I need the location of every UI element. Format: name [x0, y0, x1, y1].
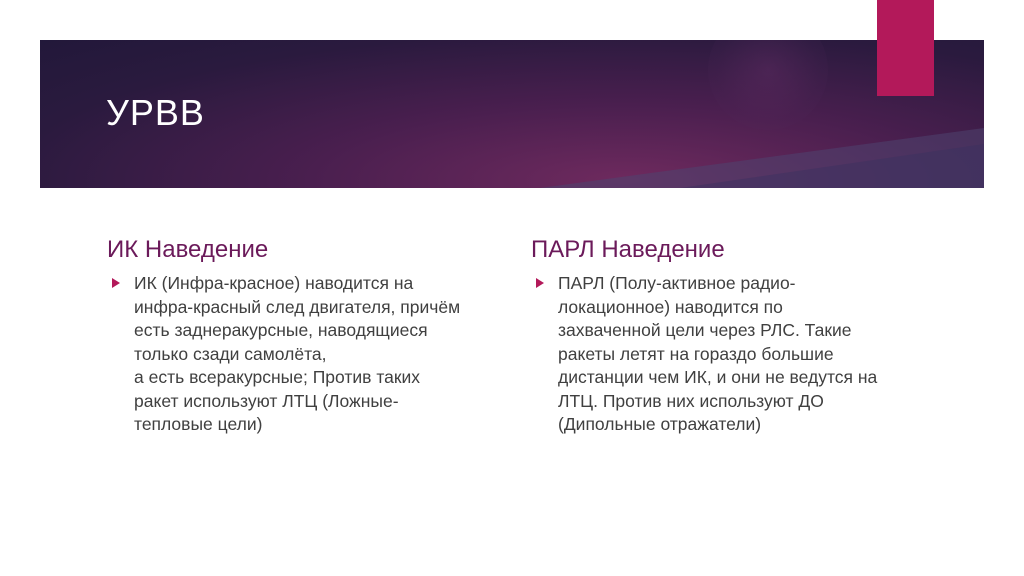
- body-line: ракеты летят на гораздо большие: [558, 343, 834, 364]
- left-column-heading: ИК Наведение: [107, 236, 269, 263]
- body-line: ракет используют ЛТЦ (Ложные-: [134, 390, 399, 411]
- body-line: тепловые цели): [134, 414, 263, 434]
- body-line: локационное) наводится по: [558, 296, 783, 317]
- right-column-body: [558, 272, 930, 437]
- right-column-heading: ПАРЛ Наведение: [531, 236, 725, 263]
- body-line: а есть всеракурсные; Против таких: [134, 367, 421, 387]
- body-line: инфра-красный след двигателя, причём: [134, 296, 461, 317]
- body-line: только сзади самолёта,: [134, 343, 327, 364]
- body-line: ЛТЦ. Против них используют ДО: [558, 390, 824, 411]
- body-line: (Дипольные отражатели): [558, 414, 762, 434]
- left-column-body: [134, 272, 506, 437]
- triangle-bullet-icon: [112, 278, 120, 288]
- body-line: ИК (Инфра-красное) наводится на: [134, 273, 414, 293]
- slide-title: УРВВ: [106, 92, 205, 133]
- body-line: есть заднеракурсные, наводящиеся: [134, 320, 428, 340]
- triangle-bullet-icon: [536, 278, 544, 288]
- accent-bar: [877, 0, 934, 96]
- body-line: дистанции чем ИК, и они не ведутся на: [558, 367, 878, 387]
- body-line: захваченной цели через РЛС. Такие: [558, 320, 852, 340]
- body-line: ПАРЛ (Полу-активное радио-: [558, 273, 796, 293]
